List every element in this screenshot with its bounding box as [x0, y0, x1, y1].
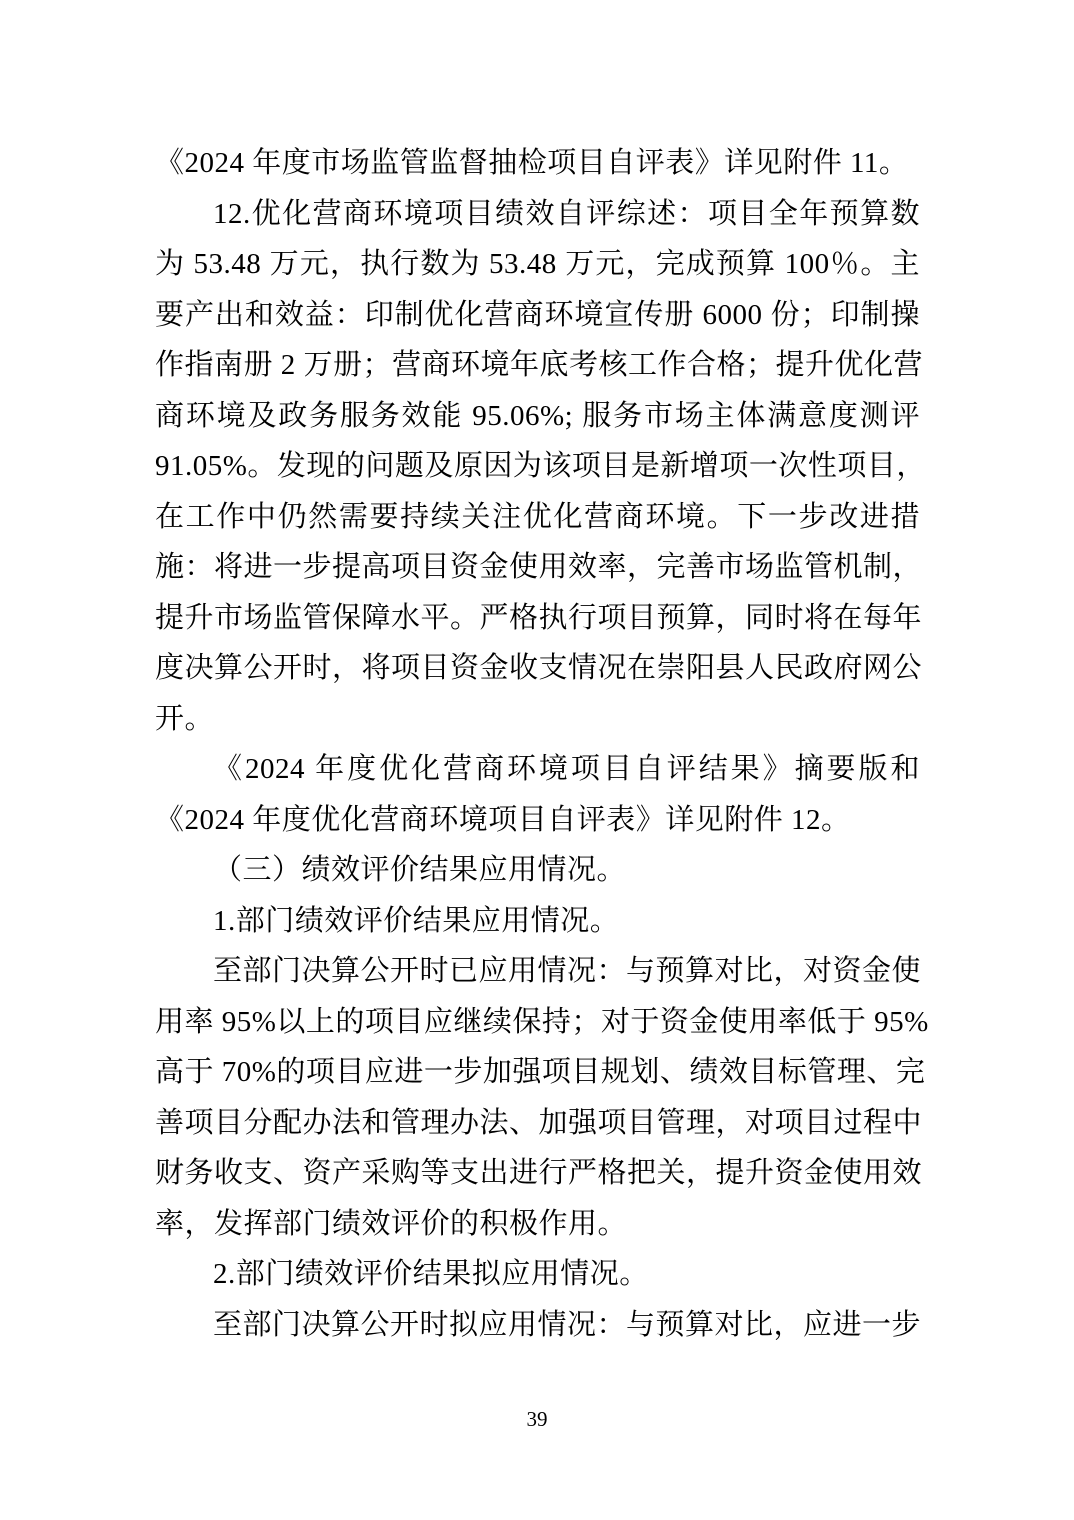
- text-line: 2.部门绩效评价结果拟应用情况。: [213, 1258, 649, 1290]
- text-line: 度决算公开时，将项目资金收支情况在崇阳县人民政府网公: [155, 652, 923, 684]
- text-line: 在工作中仍然需要持续关注优化营商环境。下一步改进措: [155, 500, 920, 533]
- text-line: 为 53.48 万元，执行数为 53.48 万元，完成预算 100％。主: [155, 248, 920, 280]
- text-line: 《2024 年度优化营商环境项目自评结果》摘要版和: [213, 753, 920, 785]
- text-line: 开。: [155, 702, 215, 735]
- text-line: 1.部门绩效评价结果应用情况。: [213, 904, 620, 937]
- text-line: 善项目分配办法和管理办法、加强项目管理，对项目过程中: [155, 1106, 923, 1139]
- page-number: 39: [526, 1407, 548, 1431]
- text-line: 用率 95%以上的项目应继续保持；对于资金使用率低于 95%: [155, 1005, 929, 1038]
- text-line: 高于 70%的项目应进一步加强项目规划、绩效目标管理、完: [155, 1056, 926, 1088]
- text-line: 至部门决算公开时拟应用情况：与预算对比，应进一步: [213, 1308, 922, 1341]
- document-body: [155, 138, 929, 1350]
- text-line: （三）绩效评价结果应用情况。: [213, 854, 627, 886]
- text-line: 12.优化营商环境项目绩效自评综述：项目全年预算数: [213, 197, 920, 230]
- text-line: 施：将进一步提高项目资金使用效率，完善市场监管机制，: [155, 551, 923, 583]
- text-line: 《2024 年度优化营商环境项目自评表》详见附件 12。: [155, 803, 851, 836]
- text-line: 率，发挥部门绩效评价的积极作用。: [155, 1207, 628, 1240]
- text-line: 财务收支、资产采购等支出进行严格把关，提升资金使用效: [155, 1157, 923, 1189]
- text-line: 至部门决算公开时已应用情况：与预算对比，对资金使: [213, 955, 922, 987]
- text-line: 作指南册 2 万册；营商环境年底考核工作合格；提升优化营: [155, 349, 924, 381]
- text-line: 《2024 年度市场监管监督抽检项目自评表》详见附件 11。: [155, 147, 909, 179]
- text-line: 商环境及政务服务效能 95.06%; 服务市场主体满意度测评: [155, 399, 920, 432]
- text-line: 91.05%。发现的问题及原因为该项目是新增项一次性项目，: [155, 450, 926, 482]
- text-line: 提升市场监管保障水平。严格执行项目预算，同时将在每年: [155, 601, 923, 634]
- text-line: 要产出和效益：印制优化营商环境宣传册 6000 份；印制操: [155, 298, 920, 331]
